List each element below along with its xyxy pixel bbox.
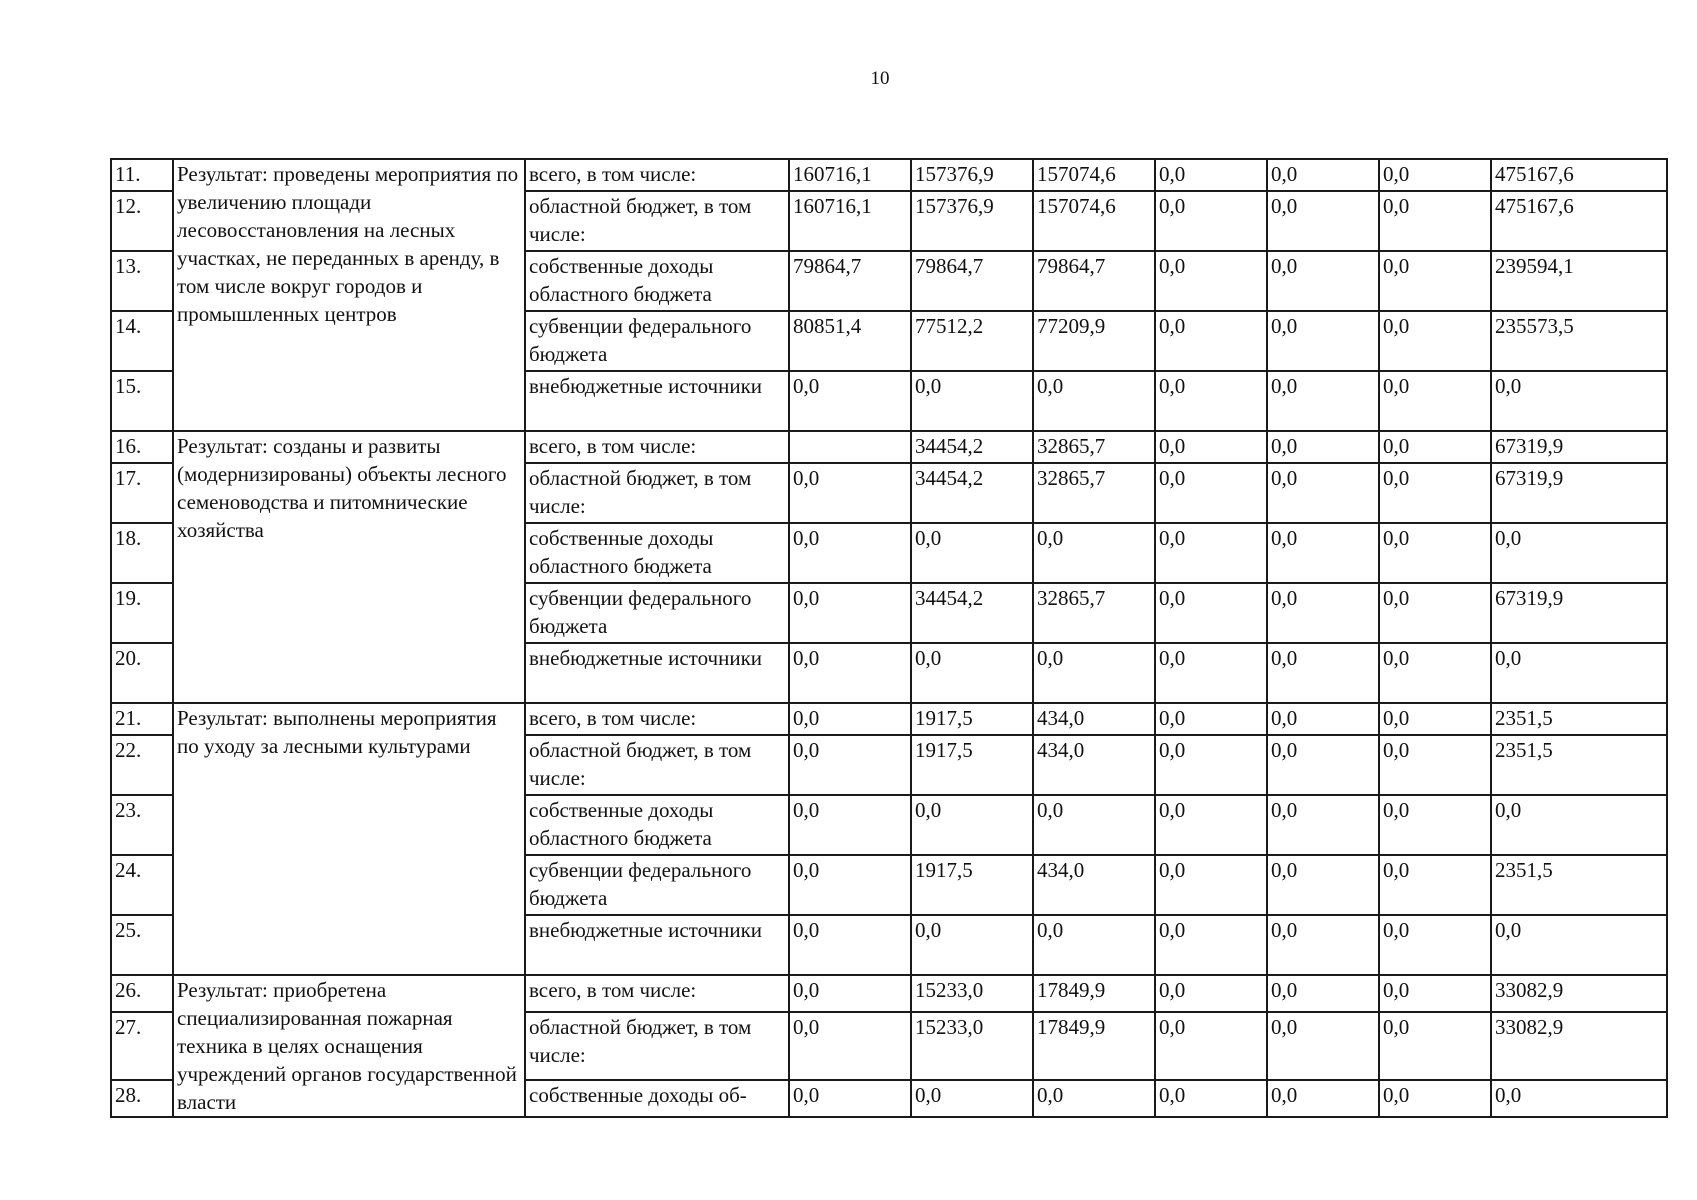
value-cell: 0,0	[911, 915, 1033, 975]
value-cell: 1917,5	[911, 855, 1033, 915]
row-number: 15.	[111, 371, 173, 431]
value-cell: 0,0	[1267, 1080, 1379, 1117]
value-cell: 0,0	[911, 523, 1033, 583]
value-cell: 0,0	[1379, 643, 1491, 703]
total-value-cell: 67319,9	[1491, 431, 1667, 463]
value-cell: 0,0	[1033, 1080, 1155, 1117]
value-cell: 32865,7	[1033, 431, 1155, 463]
row-number: 26.	[111, 975, 173, 1012]
page-number: 10	[870, 68, 890, 89]
row-number: 27.	[111, 1012, 173, 1081]
value-cell: 32865,7	[1033, 463, 1155, 523]
value-cell: 32865,7	[1033, 583, 1155, 643]
value-cell: 17849,9	[1033, 975, 1155, 1012]
funding-source: субвенции федерального бюджета	[525, 311, 789, 371]
value-cell: 0,0	[1033, 371, 1155, 431]
value-cell: 0,0	[1267, 523, 1379, 583]
value-cell: 160716,1	[789, 191, 911, 251]
total-value-cell: 0,0	[1491, 795, 1667, 855]
table-row	[111, 431, 1667, 463]
value-cell: 0,0	[1379, 523, 1491, 583]
value-cell: 0,0	[1379, 311, 1491, 371]
value-cell: 160716,1	[789, 159, 911, 191]
value-cell: 0,0	[1033, 643, 1155, 703]
total-value-cell: 2351,5	[1491, 735, 1667, 795]
value-cell: 0,0	[789, 1080, 911, 1117]
value-cell: 0,0	[1155, 251, 1267, 311]
value-cell: 0,0	[789, 975, 911, 1012]
funding-source: внебюджетные источники	[525, 371, 789, 431]
value-cell: 0,0	[1033, 915, 1155, 975]
value-cell: 0,0	[1379, 795, 1491, 855]
total-value-cell: 33082,9	[1491, 975, 1667, 1012]
row-number: 11.	[111, 159, 173, 191]
value-cell: 157074,6	[1033, 159, 1155, 191]
table-row	[111, 703, 1667, 735]
value-cell: 77209,9	[1033, 311, 1155, 371]
value-cell: 0,0	[1267, 643, 1379, 703]
funding-source: областной бюджет, в том числе:	[525, 463, 789, 523]
row-number: 16.	[111, 431, 173, 463]
value-cell: 0,0	[1267, 159, 1379, 191]
value-cell: 0,0	[911, 643, 1033, 703]
funding-source: областной бюджет, в том числе:	[525, 735, 789, 795]
row-number: 22.	[111, 735, 173, 795]
result-description: Результат: созданы и развиты (модернизированы) объекты лесного семеноводства и питомнические хозяйства	[173, 431, 525, 703]
row-number: 18.	[111, 523, 173, 583]
value-cell: 0,0	[1155, 431, 1267, 463]
total-value-cell: 0,0	[1491, 1080, 1667, 1117]
value-cell: 157074,6	[1033, 191, 1155, 251]
row-number: 21.	[111, 703, 173, 735]
row-number: 12.	[111, 191, 173, 251]
value-cell: 0,0	[1155, 975, 1267, 1012]
value-cell: 0,0	[1267, 1012, 1379, 1081]
value-cell: 0,0	[1379, 735, 1491, 795]
value-cell: 0,0	[789, 703, 911, 735]
value-cell: 0,0	[1267, 915, 1379, 975]
total-value-cell: 2351,5	[1491, 855, 1667, 915]
row-number: 23.	[111, 795, 173, 855]
value-cell: 0,0	[1379, 159, 1491, 191]
row-number: 20.	[111, 643, 173, 703]
value-cell: 0,0	[1155, 795, 1267, 855]
funding-source: собственные доходы областного бюджета	[525, 523, 789, 583]
value-cell: 15233,0	[911, 1012, 1033, 1081]
total-value-cell: 2351,5	[1491, 703, 1667, 735]
row-number: 19.	[111, 583, 173, 643]
total-value-cell: 0,0	[1491, 371, 1667, 431]
value-cell: 15233,0	[911, 975, 1033, 1012]
value-cell: 0,0	[1155, 735, 1267, 795]
value-cell: 0,0	[789, 855, 911, 915]
value-cell: 0,0	[1155, 915, 1267, 975]
value-cell: 0,0	[789, 643, 911, 703]
value-cell: 0,0	[1379, 431, 1491, 463]
value-cell: 0,0	[789, 735, 911, 795]
value-cell: 0,0	[1155, 311, 1267, 371]
value-cell: 0,0	[1267, 795, 1379, 855]
value-cell: 80851,4	[789, 311, 911, 371]
value-cell: 0,0	[1267, 463, 1379, 523]
value-cell: 17849,9	[1033, 1012, 1155, 1081]
budget-table	[110, 158, 1668, 1118]
total-value-cell: 239594,1	[1491, 251, 1667, 311]
funding-source: внебюджетные источники	[525, 643, 789, 703]
value-cell: 0,0	[1155, 703, 1267, 735]
total-value-cell: 0,0	[1491, 643, 1667, 703]
result-description: Результат: приобретена специализированная пожарная техника в целях оснащения учреждений органов государственной власти	[173, 975, 525, 1117]
value-cell: 0,0	[1267, 703, 1379, 735]
value-cell: 0,0	[1379, 915, 1491, 975]
table-body	[111, 159, 1667, 1117]
row-number: 25.	[111, 915, 173, 975]
value-cell: 0,0	[789, 1012, 911, 1081]
funding-source: собственные доходы об-	[525, 1080, 789, 1117]
funding-source: субвенции федерального бюджета	[525, 855, 789, 915]
total-value-cell: 0,0	[1491, 915, 1667, 975]
result-description: Результат: выполнены мероприятия по уходу за лесными культурами	[173, 703, 525, 975]
value-cell: 0,0	[1379, 251, 1491, 311]
value-cell: 0,0	[1379, 975, 1491, 1012]
value-cell: 79864,7	[789, 251, 911, 311]
value-cell: 0,0	[1155, 463, 1267, 523]
value-cell: 0,0	[1379, 703, 1491, 735]
value-cell: 0,0	[1379, 1012, 1491, 1081]
total-value-cell: 33082,9	[1491, 1012, 1667, 1081]
value-cell: 0,0	[1155, 583, 1267, 643]
value-cell: 157376,9	[911, 191, 1033, 251]
value-cell: 0,0	[1155, 523, 1267, 583]
value-cell: 434,0	[1033, 735, 1155, 795]
value-cell: 0,0	[1267, 975, 1379, 1012]
table-row	[111, 975, 1667, 1012]
funding-source: всего, в том числе:	[525, 431, 789, 463]
value-cell: 0,0	[1267, 191, 1379, 251]
funding-source: внебюджетные источники	[525, 915, 789, 975]
value-cell: 434,0	[1033, 703, 1155, 735]
total-value-cell: 475167,6	[1491, 159, 1667, 191]
value-cell: 0,0	[1155, 371, 1267, 431]
value-cell: 0,0	[1155, 643, 1267, 703]
value-cell: 0,0	[1379, 463, 1491, 523]
value-cell: 0,0	[1267, 371, 1379, 431]
value-cell: 79864,7	[1033, 251, 1155, 311]
value-cell: 0,0	[1155, 159, 1267, 191]
value-cell: 0,0	[911, 1080, 1033, 1117]
value-cell: 0,0	[1379, 191, 1491, 251]
value-cell: 0,0	[789, 371, 911, 431]
funding-source: всего, в том числе:	[525, 159, 789, 191]
value-cell: 0,0	[1155, 1080, 1267, 1117]
row-number: 17.	[111, 463, 173, 523]
total-value-cell: 67319,9	[1491, 583, 1667, 643]
value-cell: 0,0	[789, 795, 911, 855]
value-cell: 1917,5	[911, 735, 1033, 795]
table-row	[111, 159, 1667, 191]
value-cell: 0,0	[1267, 311, 1379, 371]
value-cell: 0,0	[911, 371, 1033, 431]
value-cell: 157376,9	[911, 159, 1033, 191]
value-cell: 0,0	[789, 523, 911, 583]
value-cell: 34454,2	[911, 583, 1033, 643]
funding-source: всего, в том числе:	[525, 703, 789, 735]
funding-source: собственные доходы областного бюджета	[525, 795, 789, 855]
value-cell: 434,0	[1033, 855, 1155, 915]
value-cell: 0,0	[1155, 855, 1267, 915]
value-cell: 0,0	[1379, 371, 1491, 431]
value-cell: 0,0	[1379, 855, 1491, 915]
value-cell: 77512,2	[911, 311, 1033, 371]
total-value-cell: 475167,6	[1491, 191, 1667, 251]
value-cell: 0,0	[1267, 855, 1379, 915]
value-cell: 0,0	[1267, 251, 1379, 311]
value-cell: 0,0	[1267, 583, 1379, 643]
value-cell: 0,0	[1267, 735, 1379, 795]
funding-source: областной бюджет, в том числе:	[525, 1012, 789, 1081]
value-cell: 0,0	[789, 915, 911, 975]
value-cell: 0,0	[1033, 795, 1155, 855]
value-cell: 34454,2	[911, 463, 1033, 523]
row-number: 13.	[111, 251, 173, 311]
value-cell: 1917,5	[911, 703, 1033, 735]
row-number: 24.	[111, 855, 173, 915]
row-number: 28.	[111, 1080, 173, 1117]
result-description: Результат: проведены мероприятия по увеличению площади лесовосстановления на лесных участках, не переданных в аренду, в том числе вокруг городов и промышленных центров	[173, 159, 525, 431]
funding-source: субвенции федерального бюджета	[525, 583, 789, 643]
total-value-cell: 0,0	[1491, 523, 1667, 583]
value-cell: 79864,7	[911, 251, 1033, 311]
value-cell: 0,0	[1379, 583, 1491, 643]
funding-source: всего, в том числе:	[525, 975, 789, 1012]
value-cell: 0,0	[789, 583, 911, 643]
funding-source: областной бюджет, в том числе:	[525, 191, 789, 251]
value-cell: 0,0	[1155, 1012, 1267, 1081]
value-cell: 0,0	[1267, 431, 1379, 463]
total-value-cell: 67319,9	[1491, 463, 1667, 523]
value-cell: 0,0	[1033, 523, 1155, 583]
value-cell: 0,0	[789, 463, 911, 523]
value-cell: 34454,2	[911, 431, 1033, 463]
value-cell: 0,0	[1155, 191, 1267, 251]
value-cell: 0,0	[911, 795, 1033, 855]
value-cell: 0,0	[1379, 1080, 1491, 1117]
total-value-cell: 235573,5	[1491, 311, 1667, 371]
funding-source: собственные доходы областного бюджета	[525, 251, 789, 311]
value-cell	[789, 431, 911, 463]
row-number: 14.	[111, 311, 173, 371]
